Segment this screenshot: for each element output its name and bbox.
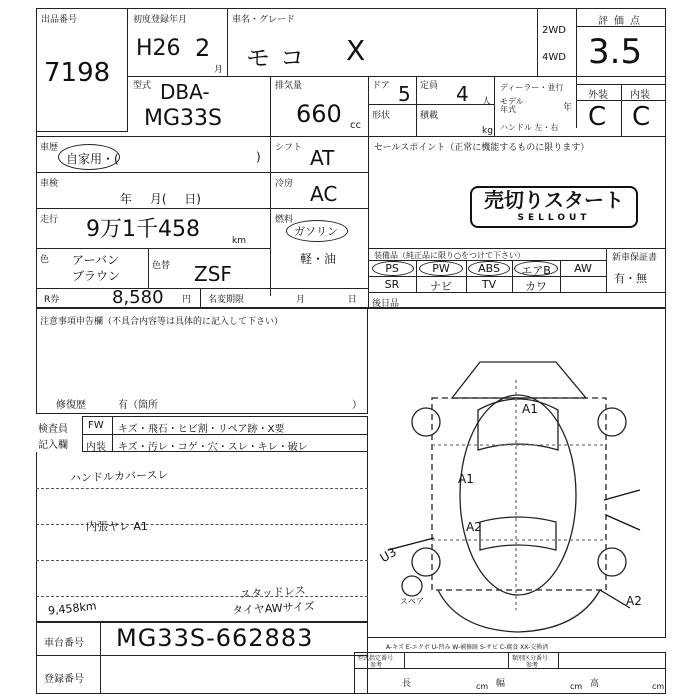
first-reg-month: 2 [195, 34, 211, 62]
first-reg-year: H26 [136, 36, 181, 61]
wheel-rear-right [598, 548, 626, 576]
lot-number: 7198 [44, 58, 111, 88]
warranty-label: 新車保証書 [612, 253, 658, 263]
ac: AC [310, 182, 338, 206]
recycle: 8,580 [112, 287, 164, 308]
displacement-label: 排気量 [275, 81, 303, 91]
dealer-label: ディーラー・並行 [500, 83, 564, 92]
equip-airbag: エアB [521, 264, 551, 277]
color-code: ZSF [194, 262, 232, 286]
shape-label: 形状 [372, 111, 391, 121]
score: 3.5 [588, 32, 643, 72]
doors: 5 [398, 82, 411, 106]
interior-label: 内装 [630, 90, 650, 101]
car-body-outline [432, 398, 606, 590]
lot-label: 出品番号 [41, 15, 78, 25]
car-name: モコ [246, 44, 314, 72]
exterior-label: 外装 [588, 90, 608, 101]
wheel-rear-left [412, 548, 440, 576]
repair-close: ） [352, 400, 362, 411]
inspection-label: 車検 [40, 179, 59, 189]
mileage-unit: km [232, 236, 246, 246]
mileage-label: 走行 [40, 215, 59, 225]
name-change-value: 月 日 [296, 295, 357, 305]
ac-label: 冷房 [275, 179, 294, 189]
inspector-label-2: 記入欄 [38, 440, 68, 451]
capacity-label: 定員 [420, 81, 439, 91]
equip-tv: TV [481, 278, 497, 291]
spare-label: スペア [400, 597, 424, 606]
capacity: 4 [456, 82, 469, 106]
sellout-stamp [470, 186, 638, 228]
fuel: ガソリン [294, 225, 338, 238]
note-handle-cover: ハンドルカバースレ [69, 468, 169, 485]
equip-leather: カワ [525, 280, 547, 293]
equip-abs: ABS [478, 262, 500, 275]
chassis-label: 車台番号 [44, 638, 84, 649]
after-label: 後日品 [372, 299, 400, 309]
width-cm: cm [570, 682, 583, 691]
handle-label: ハンドル 左・右 [500, 123, 559, 132]
load-unit: kg [482, 126, 493, 136]
mark-left-panel: A1 [458, 472, 474, 486]
fw-items: キズ・飛石・ヒビ割・リペア跡・X要 [118, 424, 285, 435]
car-front-outline [438, 590, 600, 632]
reg-box [36, 656, 368, 694]
history-label: 車歴 [40, 143, 59, 153]
defect-legend: A-キズ E-エクボ U-凹み W-補修跡 S-サビ C-腐食 XX-交換済 [386, 644, 549, 651]
exterior-grade: C [588, 102, 607, 132]
shift-label: シフト [275, 143, 303, 153]
door-label: ドア [372, 81, 390, 91]
car-name-label: 車名・グレード [232, 15, 296, 25]
drive-4wd: 4WD [542, 52, 566, 63]
note-interior: 内張ヤレ A1 [86, 520, 148, 533]
fw-label: FW [88, 420, 104, 431]
mileage: 9万1千458 [86, 217, 200, 242]
int-items: キズ・汚レ・コゲ・穴・スレ・キレ・破レ [118, 442, 308, 453]
color: アーバン ブラウン [72, 253, 121, 283]
color-label: 色 [40, 255, 50, 265]
car-roof-outline [452, 362, 586, 398]
repair-value: 有（箇所 [118, 400, 158, 411]
note-tire: タイヤAWサイズ [231, 599, 316, 618]
score-label: 評価点 [598, 16, 646, 27]
chassis-number: MG33S-662883 [116, 624, 314, 652]
height-cm: cm [652, 682, 665, 691]
wheel-front-left [412, 408, 440, 436]
history-close: ) [256, 150, 261, 164]
car-diagram [368, 340, 666, 640]
type-model: MG33S [144, 106, 222, 131]
class-ref: 参考 [526, 662, 539, 669]
name-change-label: 名変期限 [208, 295, 245, 305]
sellout-stamp-main: 売切りスタート [484, 188, 624, 212]
type-prefix: DBA- [160, 80, 210, 104]
height-label: 高 [590, 679, 600, 689]
first-reg-label: 初度登録年月 [133, 15, 188, 25]
inspector-label-1: 検査員 [38, 424, 68, 435]
displacement: 660 [296, 100, 342, 128]
width-label: 幅 [496, 679, 506, 689]
spare-wheel [402, 576, 422, 596]
type-cert-label: 型式指定番号 [357, 655, 394, 662]
shift: AT [310, 146, 335, 170]
displacement-unit: cc [350, 120, 361, 131]
color-change-label: 色替 [152, 261, 171, 271]
history-value: 自家用・( [66, 152, 119, 166]
equip-pw: PW [432, 262, 450, 275]
notes-label: 注意事項申告欄（不具合内容等は具体的に記入して下さい） [40, 317, 284, 327]
length-cm: cm [476, 682, 489, 691]
equip-aw: AW [574, 262, 592, 275]
mark-left-rear: A2 [466, 520, 482, 534]
int-label: 内装 [86, 442, 106, 453]
warranty-value: 有・無 [614, 272, 647, 285]
class-label: 類別区分番号 [512, 655, 549, 662]
equip-ps: PS [385, 262, 399, 275]
length-label: 長 [402, 679, 412, 689]
type-label: 型式 [133, 81, 152, 91]
load-label: 積載 [420, 111, 439, 121]
type-cert-ref: 参考 [370, 662, 383, 669]
recycle-unit: 円 [182, 295, 192, 305]
mark-u3: U3 [377, 544, 399, 566]
capacity-unit: 人 [482, 97, 492, 107]
wheel-front-right [598, 408, 626, 436]
selling-points-label: セールスポイント（正常に機能するものに限ります） [374, 143, 590, 153]
equip-navi: ナビ [430, 280, 452, 293]
inspection-value: 年 月( 日) [120, 192, 201, 206]
grade: X [346, 34, 366, 67]
interior-grade: C [632, 102, 651, 132]
recycle-label: R券 [44, 295, 60, 305]
mark-rear-right: A2 [626, 594, 642, 608]
drive-2wd: 2WD [542, 25, 566, 36]
fuel-label: 燃料 [275, 215, 294, 225]
model-year-label: モデル年式 [500, 97, 524, 114]
repair-label: 修復歴 [56, 400, 86, 411]
fuel-options: 軽・油 [300, 252, 337, 266]
note-studless: スタッドレス [239, 583, 307, 602]
equipment-label: 装備品（純正品に限り○をつけて下さい） [374, 251, 525, 260]
car-windshield [480, 517, 556, 550]
note-mileage: 9,458km [47, 599, 98, 618]
first-reg-month-unit: 月 [214, 65, 224, 75]
model-year-unit: 年 [563, 103, 573, 113]
sellout-stamp-sub: SELLOUT [517, 213, 591, 223]
spec-footer [354, 652, 666, 694]
reg-label: 登録番号 [44, 674, 84, 685]
mark-hood: A1 [522, 402, 538, 416]
equip-sr: SR [384, 278, 400, 291]
